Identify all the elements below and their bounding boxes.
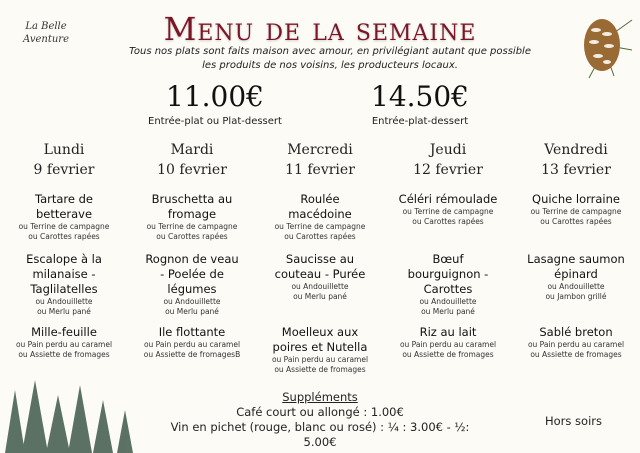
dish-name: Bœuf bourguignon - Carottes <box>407 252 489 296</box>
starter-item <box>256 192 384 242</box>
dish-alternative: ou Terrine de campagne <box>530 207 622 216</box>
day-column <box>128 140 256 359</box>
day-column <box>256 140 384 374</box>
subtitle-line: les produits de nos voisins, les producteurs locaux. <box>202 60 458 71</box>
starter-item <box>512 192 640 227</box>
starter-item <box>128 192 256 242</box>
main-item <box>128 252 256 317</box>
pine-cone-icon <box>574 10 634 80</box>
dish-alternative: ou Terrine de campagne <box>146 222 238 231</box>
dish-name: Bruschetta au fromage <box>151 192 233 221</box>
dish-alternative: ou Pain perdu au caramel <box>399 340 497 349</box>
day-date: 13 fevrier <box>541 162 611 178</box>
dish-name: Ile flottante <box>158 325 226 339</box>
day-date: 11 fevrier <box>285 162 355 178</box>
dish-alternative: ou Carottes rapées <box>540 217 612 226</box>
dish-alternative: ou Terrine de campagne <box>18 222 110 231</box>
dessert-item <box>0 325 128 360</box>
day-header <box>384 140 512 184</box>
dessert-item <box>384 325 512 360</box>
dish-alternative: ou Andouillette <box>163 297 221 306</box>
dish-alternative: ou Merlu pané <box>37 307 91 316</box>
dish-alternative: ou Carottes rapées <box>156 232 228 241</box>
starter-item <box>384 192 512 227</box>
price-label: Entrée-plat-dessert <box>371 116 469 127</box>
page-title: Menu de la semaine <box>163 10 477 48</box>
price-label: Entrée-plat ou Plat-dessert <box>148 116 282 127</box>
dessert-item <box>256 325 384 375</box>
subtitle-line: Tous nos plats sont faits maison avec amour, en privilégiant autant que possible <box>128 46 531 57</box>
dish-alternative: ou Assiette de fromagesB <box>143 350 241 359</box>
dish-name: Quiche lorraine <box>532 192 620 206</box>
day-column <box>512 140 640 359</box>
dish-name: Sablé breton <box>539 325 613 339</box>
starter-item <box>0 192 128 242</box>
supplements <box>160 390 480 450</box>
dish-alternative: ou Jambon grillé <box>545 292 607 301</box>
supplements-heading: Suppléments <box>282 390 358 404</box>
dish-alternative: ou Pain perdu au caramel <box>15 340 113 349</box>
price-amount: 14.50€ <box>371 80 469 113</box>
day-name: Mardi <box>170 142 214 158</box>
dish-alternative: ou Andouillette <box>35 297 93 306</box>
dish-alternative: ou Carottes rapées <box>28 232 100 241</box>
day-name: Mercredi <box>287 142 353 158</box>
dish-alternative: ou Merlu pané <box>165 307 219 316</box>
day-column <box>0 140 128 359</box>
main-item <box>0 252 128 317</box>
dish-name: Lasagne saumon épinard <box>527 252 625 281</box>
supplement-line: Vin en pichet (rouge, blanc ou rosé) : ¼ : 3.00€ - ½: 5.00€ <box>170 420 470 449</box>
day-column <box>384 140 512 359</box>
dish-name: Céléri rémoulade <box>398 192 498 206</box>
dessert-item <box>512 325 640 360</box>
dish-alternative: ou Merlu pané <box>293 292 347 301</box>
day-header <box>128 140 256 184</box>
dish-alternative: ou Terrine de campagne <box>402 207 494 216</box>
dish-alternative: ou Merlu pané <box>421 307 475 316</box>
subtitle <box>100 45 560 73</box>
dish-alternative: ou Carottes rapées <box>412 217 484 226</box>
dish-name: Moelleux aux poires et Nutella <box>272 325 368 354</box>
dish-name: Escalope à la milanaise - Taglilatelles <box>26 252 102 296</box>
dish-alternative: ou Terrine de campagne <box>274 222 366 231</box>
logo-line: La Belle <box>25 21 67 32</box>
dish-alternative: ou Assiette de fromages <box>402 350 494 359</box>
day-name: Jeudi <box>429 142 467 158</box>
dish-name: Rognon de veau - Poelée de légumes <box>145 252 239 296</box>
dish-alternative: ou Andouillette <box>291 282 349 291</box>
main-item <box>512 252 640 302</box>
dish-alternative: ou Pain perdu au caramel <box>271 355 369 364</box>
day-name: Vendredi <box>544 142 608 158</box>
dish-alternative: ou Assiette de fromages <box>274 365 366 374</box>
dish-alternative: ou Andouillette <box>547 282 605 291</box>
hors-soirs-note: Hors soirs <box>545 414 603 428</box>
day-date: 12 fevrier <box>413 162 483 178</box>
dish-alternative: ou Assiette de fromages <box>18 350 110 359</box>
day-header <box>0 140 128 184</box>
dessert-item <box>128 325 256 360</box>
dish-name: Saucisse au couteau - Purée <box>274 252 366 281</box>
day-header <box>256 140 384 184</box>
dish-alternative: ou Pain perdu au caramel <box>527 340 625 349</box>
fir-trees-illustration <box>0 380 160 453</box>
dish-name: Riz au lait <box>419 325 477 339</box>
dish-name: Roulée macédoine <box>288 192 352 221</box>
dish-name: Tartare de betterave <box>34 192 94 221</box>
dish-alternative: ou Assiette de fromages <box>530 350 622 359</box>
day-date: 9 fevrier <box>33 162 95 178</box>
logo-line: Aventure <box>23 34 69 45</box>
day-header <box>512 140 640 184</box>
main-item <box>256 252 384 302</box>
price-amount: 11.00€ <box>166 80 264 113</box>
day-date: 10 fevrier <box>157 162 227 178</box>
supplement-line: Café court ou allongé : 1.00€ <box>236 405 404 419</box>
main-item <box>384 252 512 317</box>
day-name: Lundi <box>43 142 85 158</box>
dish-name: Mille-feuille <box>31 325 97 339</box>
dish-alternative: ou Carottes rapées <box>284 232 356 241</box>
dish-alternative: ou Andouillette <box>419 297 477 306</box>
dish-alternative: ou Pain perdu au caramel <box>143 340 241 349</box>
